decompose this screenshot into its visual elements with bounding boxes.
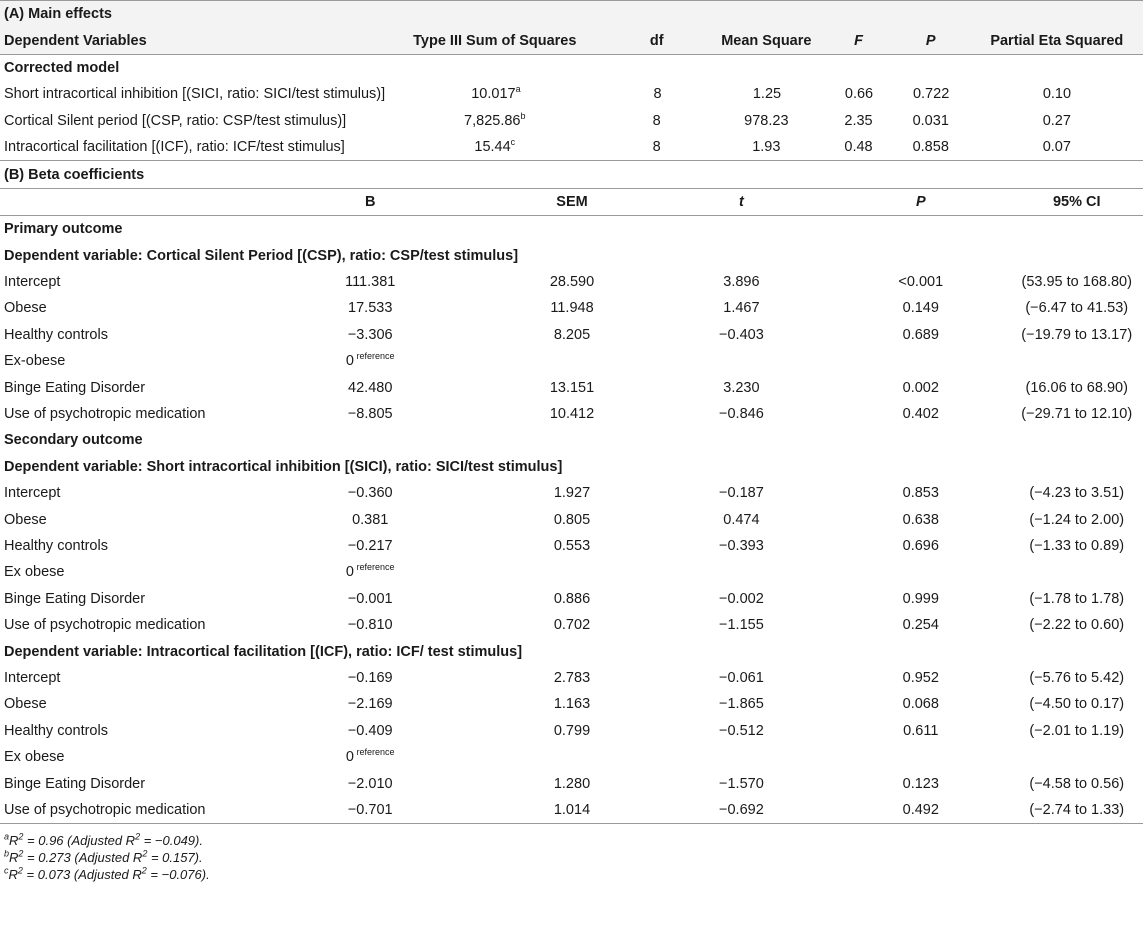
t-cell: 3.230 (723, 379, 760, 396)
part-b-header-row (0, 189, 1143, 215)
p-cell: 0.149 (902, 300, 939, 317)
eta-cell: 0.10 (1042, 86, 1072, 103)
b-cell: −8.805 (347, 406, 393, 423)
p-cell: 0.611 (903, 722, 939, 739)
dependent-variable-cell: Cortical Silent period [(CSP, ratio: CSP/test stimulus)] (4, 112, 347, 129)
secondary-outcome-label: Secondary outcome (4, 432, 143, 449)
p-cell: 0.853 (902, 485, 939, 502)
corrected-model-label: Corrected model (4, 59, 120, 76)
p-cell: 0.858 (912, 139, 949, 156)
dv-icf-label: Dependent variable: Intracortical facilitation [(ICF), ratio: ICF/ test stimulus] (4, 643, 523, 660)
b-cell: 0.381 (352, 511, 389, 528)
reference-marker: reference (353, 747, 395, 758)
predictor-cell: Intercept (4, 669, 61, 686)
ci-cell: (−4.50 to 0.17) (1029, 696, 1125, 713)
sem-cell: 0.553 (553, 538, 591, 554)
sem-cell: 28.590 (549, 274, 595, 291)
sem-cell: 8.205 (553, 326, 591, 343)
footnote-mark: c (4, 865, 9, 876)
sem-cell: 1.280 (553, 775, 591, 792)
sem-cell: 0.702 (553, 617, 591, 634)
predictor-cell: Use of psychotropic medication (4, 617, 206, 634)
sici-rows (0, 480, 1143, 638)
p-cell: 0.031 (912, 112, 949, 129)
table-row (0, 744, 1143, 770)
table-row (0, 586, 1143, 612)
bottom-rule (0, 823, 1143, 824)
p-cell: 0.254 (902, 617, 939, 634)
sem-cell: 0.799 (553, 722, 591, 739)
table-row (0, 295, 1143, 321)
header-partial-eta: Partial Eta Squared (990, 32, 1124, 49)
table-row (0, 665, 1143, 691)
table-row (0, 718, 1143, 744)
superscript: 2 (141, 865, 147, 876)
reference-marker: reference (353, 562, 395, 573)
ci-cell: (−2.22 to 0.60) (1029, 617, 1125, 634)
footnote-marker: b (520, 110, 526, 121)
dv-sici-label: Dependent variable: Short intracortical inhibition [(SICI), ratio: SICI/test stimulus] (4, 458, 563, 475)
ci-cell: (−1.24 to 2.00) (1029, 511, 1125, 528)
table-row (0, 480, 1143, 506)
t-cell: −0.846 (719, 406, 764, 423)
p-cell: 0.952 (902, 669, 939, 686)
b-cell: −0.360 (347, 485, 393, 502)
mean-square-cell: 1.93 (752, 139, 781, 156)
b-cell: 0 $^{reference}$ (345, 562, 395, 581)
p-cell: 0.492 (902, 801, 939, 818)
footnotes (0, 832, 1143, 883)
b-cell: −0.169 (347, 669, 393, 686)
p-cell: 0.402 (902, 406, 939, 423)
dv-icf-row (0, 638, 1143, 664)
part-a-heading (0, 1, 1143, 27)
predictor-cell: Binge Eating Disorder (4, 775, 146, 792)
predictor-cell: Healthy controls (4, 326, 108, 343)
t-cell: 1.467 (723, 300, 760, 317)
ci-cell: (−1.33 to 0.89) (1029, 538, 1125, 554)
eta-cell: 0.27 (1042, 112, 1071, 129)
header-dependent-variables: Dependent Variables (4, 32, 147, 49)
table-row (0, 401, 1143, 427)
predictor-cell: Obese (4, 300, 47, 317)
p-cell: 0.999 (902, 590, 939, 607)
p-cell: 0.068 (902, 696, 939, 713)
t-cell: −1.865 (719, 696, 764, 713)
predictor-cell: Obese (4, 511, 47, 528)
header-b: B (364, 193, 376, 210)
ci-cell: (−19.79 to 13.17) (1021, 326, 1133, 343)
table-row (0, 533, 1143, 559)
predictor-cell: Ex obese (4, 749, 65, 766)
sem-cell: 0.886 (553, 590, 591, 607)
b-cell: 42.480 (348, 379, 393, 396)
b-cell: −0.409 (347, 722, 393, 739)
corrected-model-label-row (0, 55, 1143, 81)
b-cell: −0.701 (347, 801, 393, 818)
predictor-cell: Ex obese (4, 564, 65, 581)
f-cell: 2.35 (844, 112, 873, 129)
t-cell: −0.002 (719, 590, 764, 607)
part-a-header-row (0, 27, 1143, 53)
footnote-mark: a (4, 831, 10, 842)
table-row (0, 81, 1143, 107)
p-cell: <0.001 (898, 274, 944, 291)
t-cell: −0.692 (719, 801, 764, 818)
sem-cell: 11.948 (550, 300, 594, 317)
predictor-cell: Healthy controls (4, 538, 108, 554)
header-f: F (854, 32, 863, 49)
sem-cell: 0.805 (553, 511, 591, 528)
header-p: P (925, 32, 936, 49)
sem-cell: 1.014 (553, 801, 591, 818)
ci-cell: (53.95 to 168.80) (1021, 274, 1132, 291)
p-cell: 0.002 (902, 379, 939, 396)
p-cell: 0.638 (902, 511, 939, 528)
part-a-title: (A) Main effects (4, 6, 112, 23)
table-row (0, 612, 1143, 638)
icf-rows (0, 665, 1143, 823)
dependent-variable-cell: Intracortical facilitation [(ICF), ratio: ICF/test stimulus] (4, 139, 345, 156)
table-row (0, 269, 1143, 295)
t-cell: −0.187 (719, 485, 764, 502)
t-cell: −0.403 (719, 326, 764, 343)
reference-marker: reference (353, 351, 395, 362)
part-b-heading (0, 161, 1143, 187)
superscript: 2 (18, 831, 24, 842)
part-b-title: (B) Beta coefficients (4, 166, 145, 183)
predictor-cell: Binge Eating Disorder (4, 590, 146, 607)
predictor-cell: Intercept (4, 274, 61, 291)
b-cell: 111.381 (345, 274, 396, 291)
table-row (0, 691, 1143, 717)
superscript: 2 (18, 848, 24, 859)
t-cell: 0.474 (723, 511, 760, 528)
sem-cell: 13.151 (549, 379, 595, 396)
b-cell: 17.533 (348, 300, 393, 317)
f-cell: 0.48 (844, 139, 873, 156)
b-cell: −3.306 (347, 326, 393, 343)
csp-rows (0, 269, 1143, 427)
header-t: t (738, 193, 744, 210)
footnote-line: $^cR^2 = 0.073$ (Adjusted $R^2 = -0.076$). (4, 865, 210, 883)
b-cell: −0.810 (347, 617, 393, 634)
footnote-mark: b (4, 848, 10, 859)
header-mean-square: Mean Square (721, 32, 812, 49)
ci-cell: (−6.47 to 41.53) (1025, 300, 1129, 317)
ci-cell: (−29.71 to 12.10) (1021, 406, 1133, 423)
df-cell: 8 (653, 86, 662, 103)
footnote-line: $^aR^2 = 0.96$ (Adjusted $R^2 = -0.049$). (4, 831, 203, 849)
ci-cell: (−2.74 to 1.33) (1029, 801, 1125, 818)
b-cell: −0.001 (347, 590, 393, 607)
primary-outcome-label: Primary outcome (4, 221, 123, 238)
b-cell: −2.010 (347, 775, 393, 792)
sem-cell: 2.783 (553, 669, 591, 686)
f-cell: 0.66 (844, 86, 874, 103)
p-cell: 0.689 (902, 326, 939, 343)
header-p-b: P (915, 193, 926, 210)
dv-csp-row (0, 243, 1143, 269)
table-row (0, 348, 1143, 374)
secondary-outcome-row (0, 427, 1143, 453)
primary-outcome-row (0, 216, 1143, 242)
predictor-cell: Obese (4, 696, 47, 713)
b-cell: 0 $^{reference}$ (345, 351, 395, 370)
predictor-cell: Intercept (4, 485, 61, 502)
ci-cell: (16.06 to 68.90) (1025, 379, 1128, 396)
predictor-cell: Use of psychotropic medication (4, 406, 206, 423)
header-df: df (649, 32, 664, 49)
t-cell: −1.155 (719, 617, 764, 634)
table-row (0, 322, 1143, 348)
predictor-cell: Use of psychotropic medication (4, 801, 206, 818)
mean-square-cell: 1.25 (752, 86, 782, 103)
table-row (0, 374, 1143, 400)
df-cell: 8 (652, 139, 661, 156)
sem-cell: 1.163 (553, 696, 591, 713)
superscript: 2 (17, 865, 23, 876)
dependent-variable-cell: Short intracortical inhibition [(SICI, ratio: SICI/test stimulus)] (4, 86, 386, 103)
header-sem: SEM (556, 193, 588, 210)
footnote-marker: c (510, 137, 516, 148)
ci-cell: (−2.01 to 1.19) (1029, 722, 1125, 739)
footnote-marker: a (515, 84, 521, 95)
superscript: 2 (142, 848, 148, 859)
p-cell: 0.696 (902, 538, 939, 554)
superscript: 2 (135, 831, 141, 842)
t-cell: 3.896 (723, 274, 760, 291)
mean-square-cell: 978.23 (744, 112, 789, 129)
predictor-cell: Binge Eating Disorder (4, 379, 146, 396)
sum-of-squares-cell: 10.017$^a$ (471, 84, 521, 103)
ci-cell: (−4.58 to 0.56) (1029, 775, 1125, 792)
p-cell: 0.123 (902, 775, 939, 792)
eta-cell: 0.07 (1042, 139, 1071, 156)
ci-cell: (−5.76 to 5.42) (1029, 669, 1125, 686)
table-row (0, 770, 1143, 796)
b-cell: −0.217 (347, 538, 393, 554)
sum-of-squares-cell: 7,825.86$^b$ (464, 110, 526, 129)
table-row (0, 797, 1143, 823)
p-cell: 0.722 (912, 86, 950, 103)
sem-cell: 1.927 (553, 485, 591, 502)
predictor-cell: Ex-obese (4, 353, 66, 370)
t-cell: −1.570 (719, 775, 764, 792)
dv-csp-label: Dependent variable: Cortical Silent Period [(CSP), ratio: CSP/test stimulus] (4, 247, 519, 264)
df-cell: 8 (652, 112, 661, 129)
table-row (0, 108, 1143, 134)
table-row (0, 134, 1143, 160)
table-row (0, 506, 1143, 532)
sem-cell: 10.412 (549, 406, 595, 423)
ci-cell: (−1.78 to 1.78) (1029, 590, 1125, 607)
predictor-cell: Healthy controls (4, 722, 108, 739)
ci-cell: (−4.23 to 3.51) (1029, 485, 1125, 502)
header-sum-of-squares: Type III Sum of Squares (413, 32, 577, 49)
b-cell: −2.169 (347, 696, 393, 713)
sum-of-squares-cell: 15.44$^c$ (474, 137, 516, 156)
t-cell: −0.393 (719, 538, 764, 554)
header-ci: 95% CI (1052, 193, 1101, 210)
b-cell: 0 $^{reference}$ (345, 747, 395, 766)
dv-sici-row (0, 454, 1143, 480)
t-cell: −0.061 (719, 669, 764, 686)
table-row (0, 559, 1143, 585)
part-a-rows (0, 81, 1143, 160)
t-cell: −0.512 (719, 722, 764, 739)
footnote-line: $^bR^2 = 0.273$ (Adjusted $R^2 = 0.157$). (4, 848, 203, 866)
